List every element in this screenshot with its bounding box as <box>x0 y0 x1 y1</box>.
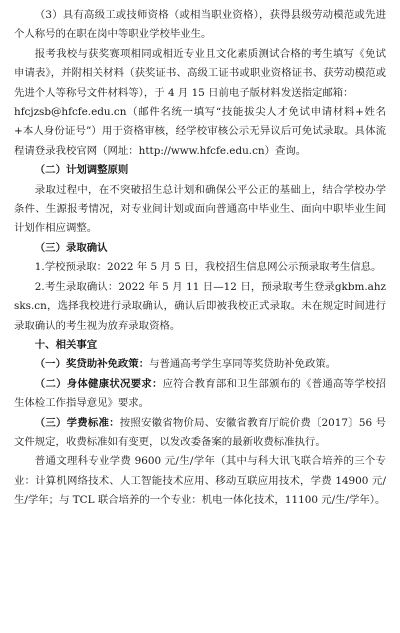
paragraph-email-and-website: hfcjzsb@hfcfe.edu.cn（邮件名统一填写“技能拔尖人才免试申请材料+姓名+本人身份证号”）用于资格审核，经学校审核公示无异议后可免试录取。具体流程请登录我校官网（网址：http://www.hfcfe.edu.cn）查询。 <box>14 106 386 157</box>
paragraph-qualification-3: （3）具有高级工或技师资格（或相当职业资格），获得县级劳动模范或先进个人称号的在职在岗中等职业学校毕业生。 <box>14 9 386 41</box>
paragraph-financial-aid <box>14 355 386 374</box>
text-financial-aid: 与普通高考学生享同等奖贷助补免政策。 <box>149 358 337 371</box>
paragraph-pre-admission: 1.学校预录取：2022 年 5 月 5 日，我校招生信息网公示预录取考生信息。 <box>34 261 382 274</box>
text-tuition-standard: 按照安徽省物价局、安徽省教育厅皖价费〔2017〕56 号文件规定，收费标准如有变更，以发改委备案的最新收费标准执行。 <box>14 416 386 448</box>
paragraph-tuition-standard <box>14 414 386 453</box>
paragraph-tuition-fees: 普通文理科专业学费 9600 元/生/学年（其中与科大讯飞联合培养的三个专业：计算机网络技术、人工智能技术应用、移动互联应用技术，学费 14900 元/生/学年；与 TCL 联合培养的一个专业：机电一体化技术，11100 元/生/学年）。 <box>14 455 386 507</box>
paragraph-admission-confirmation: 2.考生录取确认：2022 年 5 月 11 日—12 日，预录取考生登录gkbm.ahzsks.cn，选择我校进行录取确认，确认后即被我校正式录取。未在规定时间进行录取确认的考生视为放弃录取资格。 <box>14 280 386 332</box>
paragraph-health-requirement <box>14 375 386 414</box>
heading-plan-adjustment: （二）计划调整原则 <box>34 164 129 177</box>
heading-related-matters: 十、相关事宜 <box>34 338 98 351</box>
text-health-requirement: 应符合教育部和卫生部颁布的《普通高等学校招生体检工作指导意见》要求。 <box>14 377 387 410</box>
subheading-financial-aid: （一）奖贷助补免政策： <box>34 358 150 371</box>
subheading-tuition-standard: （三）学费标准： <box>34 416 120 429</box>
paragraph-plan-adjustment: 录取过程中，在不突破招生总计划和确保公平公正的基础上，结合学校办学条件、生源报考情况，对专业间计划或面向普通高中毕业生、面向中职毕业生间计划作相应调整。 <box>14 183 386 235</box>
heading-admission-confirmation: （三）录取确认 <box>34 241 108 254</box>
subheading-health-requirement: （二）身体健康状况要求： <box>34 377 163 390</box>
paragraph-application-form: 报考我校与获奖赛项相同或相近专业且文化素质测试合格的考生填写《免试申请表》，并附相关材料（获奖证书、高级工证书或职业资格证书、获劳动模范或先进个人等称号文件材料等），于 4 月 15 日前电子版材料发送指定邮箱： <box>14 47 386 99</box>
